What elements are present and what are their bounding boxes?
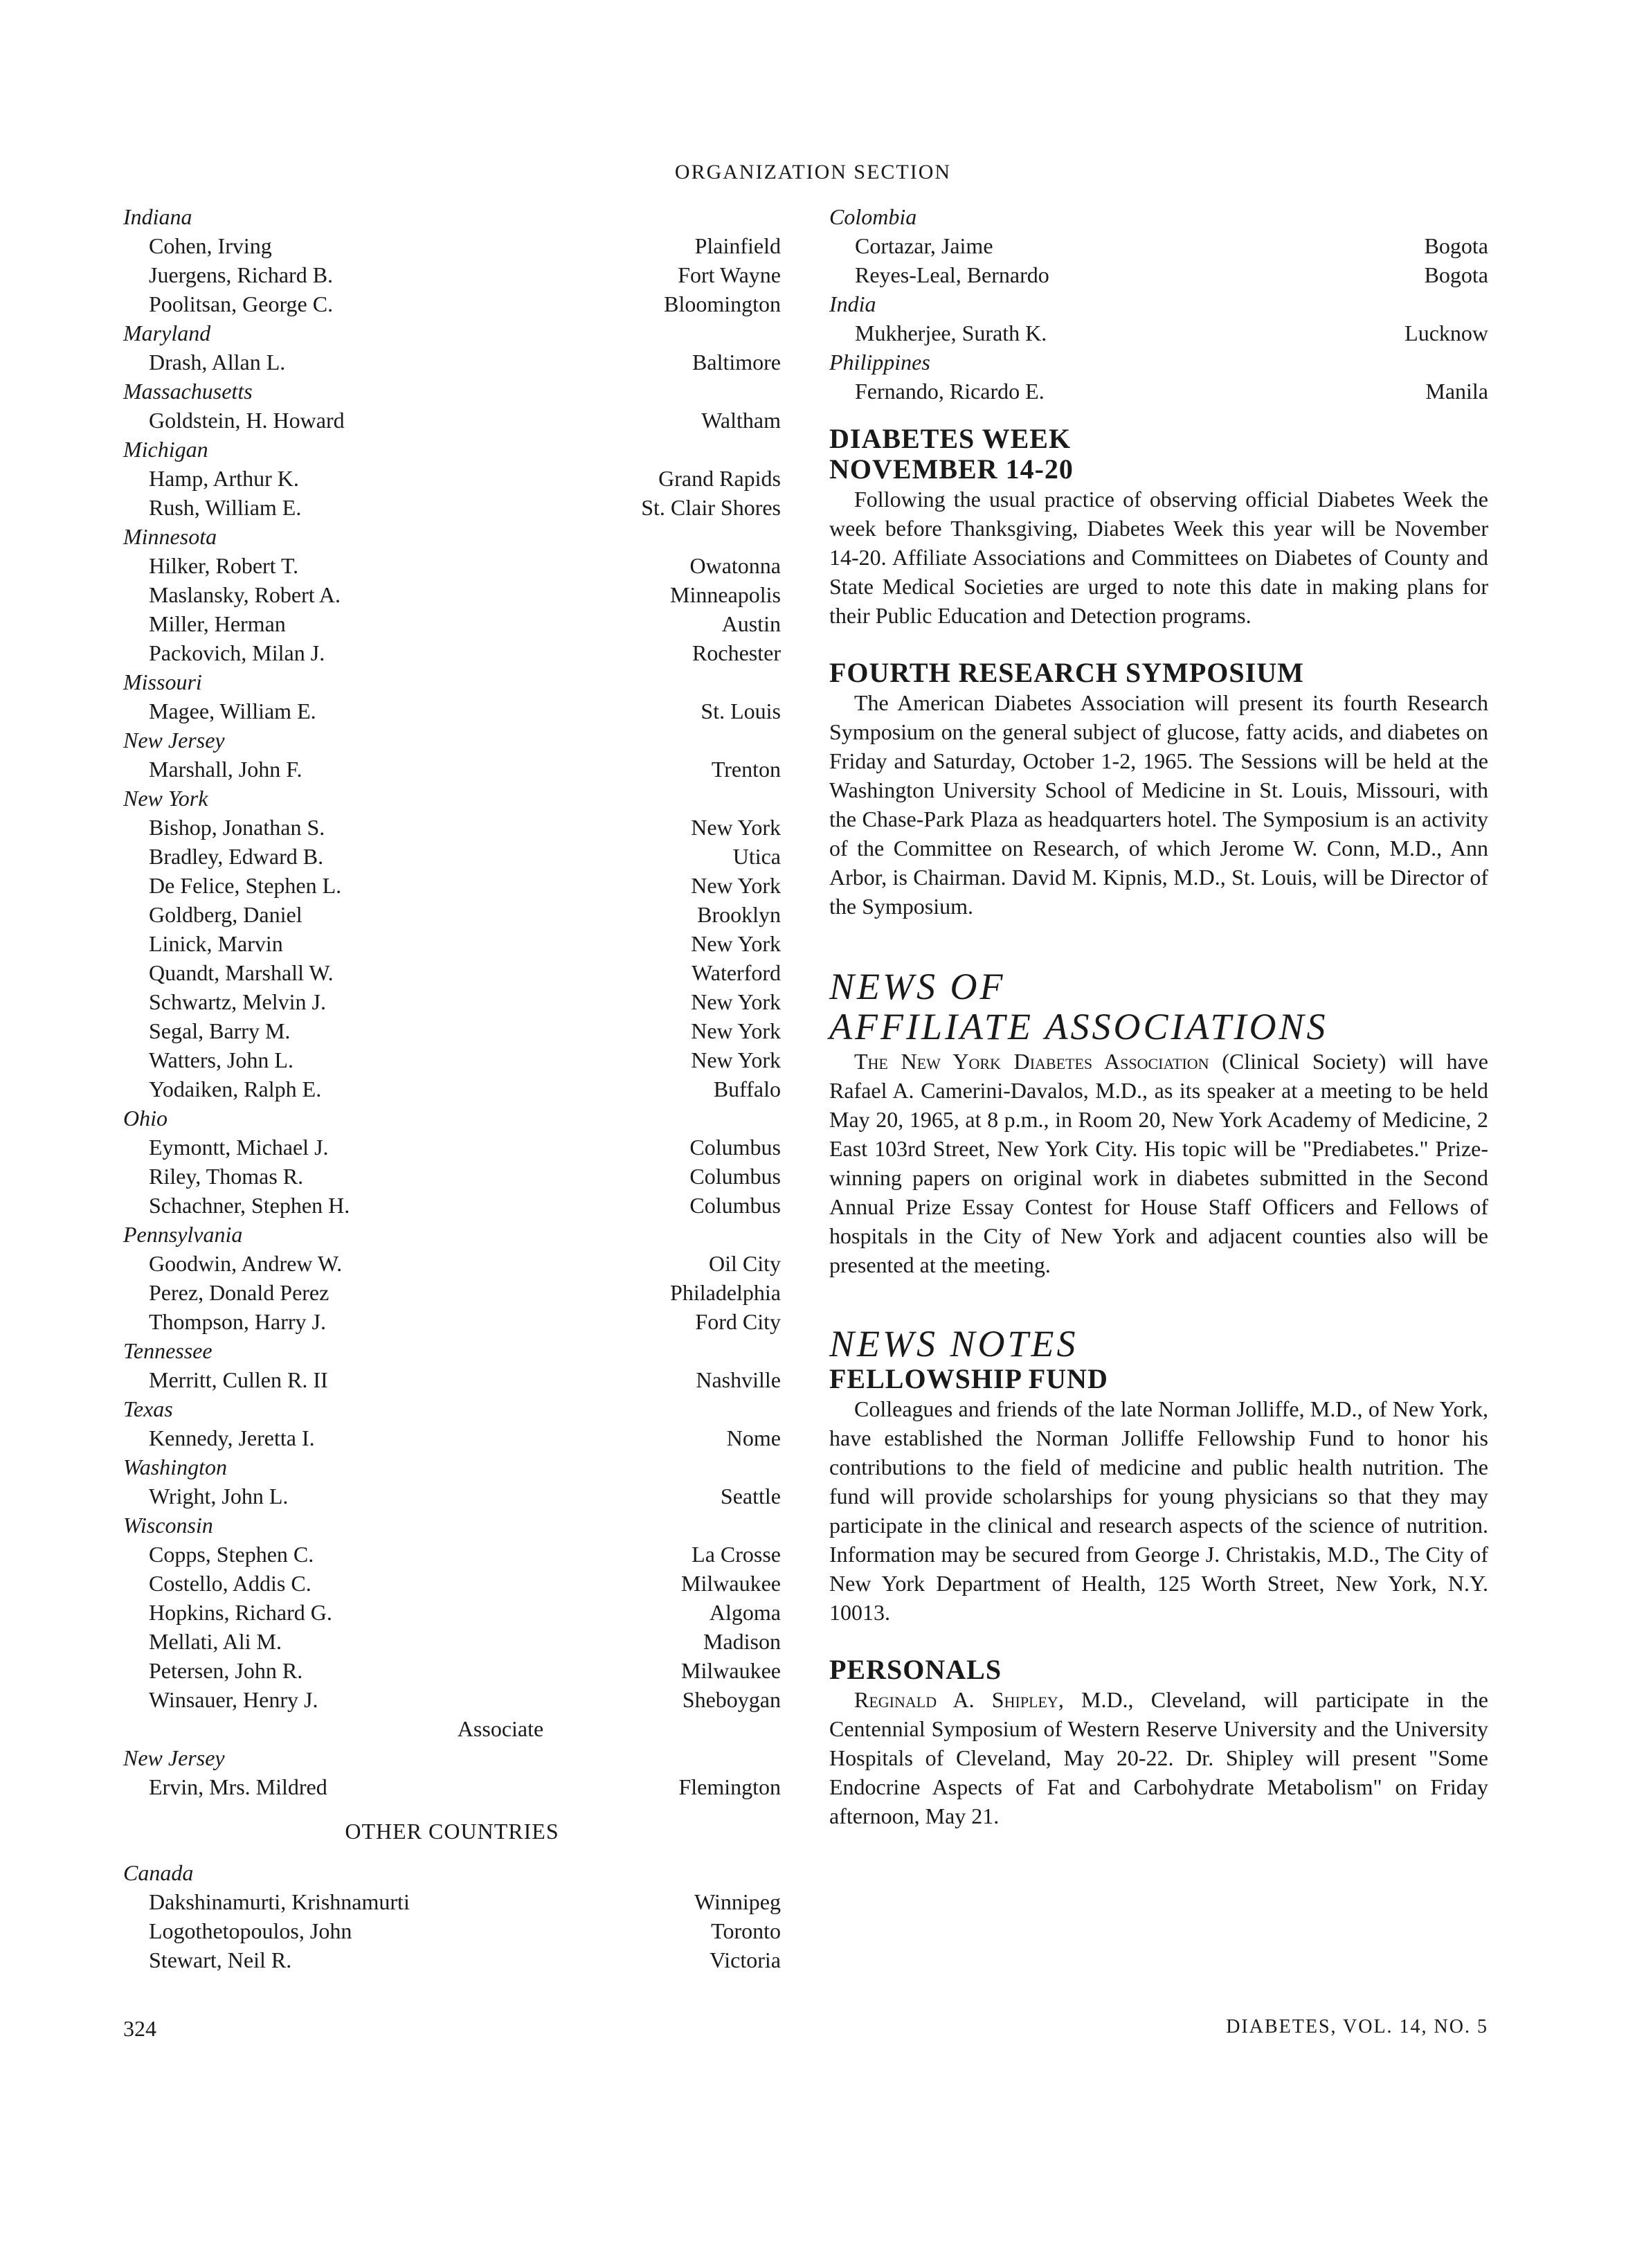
state-heading: New York bbox=[123, 786, 208, 811]
member-city: Utica bbox=[732, 844, 781, 869]
member-name: Mellati, Ali M. bbox=[149, 1629, 282, 1654]
member-row bbox=[123, 1074, 781, 1104]
member-city: Philadelphia bbox=[670, 1280, 781, 1305]
member-row bbox=[123, 842, 781, 871]
diabetes-week-heading-2: NOVEMBER 14-20 bbox=[829, 453, 1074, 485]
state-heading: India bbox=[829, 291, 876, 316]
member-list bbox=[123, 202, 781, 1714]
member-city: Toronto bbox=[711, 1918, 781, 1943]
member-row bbox=[123, 551, 781, 580]
member-city: Nome bbox=[726, 1425, 781, 1450]
journal-citation: DIABETES, VOL. 14, NO. 5 bbox=[1226, 2016, 1488, 2037]
member-city: New York bbox=[691, 1047, 781, 1072]
member-row bbox=[123, 1598, 781, 1627]
member-city: Ford City bbox=[695, 1309, 781, 1334]
state-heading: Maryland bbox=[123, 321, 211, 345]
left-column bbox=[123, 202, 781, 1974]
member-row bbox=[123, 406, 781, 435]
state-heading: Tennessee bbox=[123, 1338, 213, 1363]
member-row bbox=[123, 1133, 781, 1162]
member-row bbox=[123, 1423, 781, 1452]
member-row bbox=[123, 1887, 781, 1916]
member-name: Wright, John L. bbox=[149, 1484, 289, 1509]
member-name: Poolitsan, George C. bbox=[149, 291, 334, 316]
member-row bbox=[123, 1569, 781, 1598]
member-city: Minneapolis bbox=[670, 582, 781, 607]
member-row bbox=[829, 231, 1488, 260]
member-city: Trenton bbox=[711, 757, 781, 782]
fellowship-fund-body: Colleagues and friends of the late Norman Jolliffe, M.D., of New York, have established the Norman Jolliffe Fellowship Fund to honor his contributions to the field of medicine and public health nutrition. The fund will provide scholarships for young physicians so that they may participate in the clinical and research aspects of the science of nutrition. Information may be secured from George J. Christakis, M.D., The City of New York Department of Health, 125 Worth Street, New York, N.Y. 10013. bbox=[829, 1396, 1488, 1625]
state-heading: Canada bbox=[123, 1860, 194, 1885]
member-row bbox=[123, 900, 781, 929]
member-row bbox=[123, 1945, 781, 1974]
member-name: Marshall, John F. bbox=[149, 757, 302, 782]
news-notes-heading: NEWS NOTES bbox=[829, 1323, 1078, 1365]
member-city: New York bbox=[691, 989, 781, 1014]
member-city: Buffalo bbox=[713, 1077, 781, 1101]
member-row bbox=[123, 1772, 781, 1801]
member-name: Linick, Marvin bbox=[149, 931, 283, 956]
state-heading: Indiana bbox=[123, 204, 192, 229]
member-row bbox=[829, 260, 1488, 289]
personals-lead: Reginald A. Shipley, M.D., bbox=[854, 1687, 1134, 1712]
member-city: Oil City bbox=[708, 1251, 781, 1276]
member-row bbox=[123, 231, 781, 260]
state-heading: New Jersey bbox=[123, 1745, 225, 1770]
diabetes-week-section bbox=[829, 424, 1488, 630]
member-name: Reyes-Leal, Bernardo bbox=[855, 262, 1049, 287]
member-row bbox=[123, 696, 781, 726]
member-row bbox=[829, 377, 1488, 406]
member-row bbox=[123, 871, 781, 900]
member-name: Goldberg, Daniel bbox=[149, 902, 302, 927]
member-city: St. Louis bbox=[701, 699, 781, 723]
state-heading: Washington bbox=[123, 1455, 227, 1479]
member-name: Cohen, Irving bbox=[149, 233, 272, 258]
member-city: Owatonna bbox=[689, 553, 781, 578]
member-row bbox=[123, 958, 781, 987]
page-number: 324 bbox=[123, 2016, 156, 2041]
member-row bbox=[123, 1365, 781, 1394]
member-name: Bishop, Jonathan S. bbox=[149, 815, 325, 840]
country-list-continued bbox=[829, 202, 1488, 406]
member-name: Petersen, John R. bbox=[149, 1658, 303, 1683]
state-heading: Missouri bbox=[123, 669, 202, 694]
member-name: Drash, Allan L. bbox=[149, 350, 286, 375]
member-name: Eymontt, Michael J. bbox=[149, 1135, 329, 1160]
member-city: Baltimore bbox=[692, 350, 781, 375]
member-row bbox=[123, 493, 781, 522]
member-name: Stewart, Neil R. bbox=[149, 1947, 292, 1972]
member-city: Algoma bbox=[709, 1600, 781, 1625]
other-countries-label: OTHER COUNTRIES bbox=[345, 1819, 559, 1844]
diabetes-week-heading-1: DIABETES WEEK bbox=[829, 423, 1072, 454]
member-name: Hilker, Robert T. bbox=[149, 553, 299, 578]
member-city: Austin bbox=[721, 611, 781, 636]
member-city: Brooklyn bbox=[697, 902, 781, 927]
member-name: Hamp, Arthur K. bbox=[149, 466, 299, 491]
running-head: ORGANIZATION SECTION bbox=[674, 161, 952, 183]
research-symposium-heading: FOURTH RESEARCH SYMPOSIUM bbox=[829, 657, 1304, 688]
member-row bbox=[123, 580, 781, 609]
personals-section bbox=[829, 1655, 1488, 1830]
member-name: Juergens, Richard B. bbox=[149, 262, 334, 287]
member-name: Magee, William E. bbox=[149, 699, 316, 723]
member-city: New York bbox=[691, 1018, 781, 1043]
associate-label: Associate bbox=[457, 1716, 544, 1741]
member-name: Schwartz, Melvin J. bbox=[149, 989, 326, 1014]
member-city: Victoria bbox=[710, 1947, 781, 1972]
member-name: Rush, William E. bbox=[149, 495, 302, 520]
member-name: Copps, Stephen C. bbox=[149, 1542, 314, 1567]
member-row bbox=[123, 1656, 781, 1685]
member-name: Quandt, Marshall W. bbox=[149, 960, 334, 985]
member-city: Milwaukee bbox=[681, 1571, 781, 1596]
member-city: New York bbox=[691, 815, 781, 840]
member-city: New York bbox=[691, 873, 781, 898]
member-name: Miller, Herman bbox=[149, 611, 286, 636]
member-name: Thompson, Harry J. bbox=[149, 1309, 326, 1334]
member-row bbox=[123, 1916, 781, 1945]
member-name: Watters, John L. bbox=[149, 1047, 293, 1072]
member-name: Riley, Thomas R. bbox=[149, 1164, 304, 1189]
member-name: Dakshinamurti, Krishnamurti bbox=[149, 1889, 410, 1914]
member-row bbox=[123, 638, 781, 667]
member-row bbox=[123, 1685, 781, 1714]
member-name: Packovich, Milan J. bbox=[149, 640, 325, 665]
news-notes-section bbox=[829, 1324, 1488, 1627]
member-city: Madison bbox=[703, 1629, 781, 1654]
member-row bbox=[123, 813, 781, 842]
member-city: Manila bbox=[1425, 379, 1488, 404]
member-name: Kennedy, Jeretta I. bbox=[149, 1425, 315, 1450]
state-heading: Massachusetts bbox=[123, 379, 253, 404]
state-heading: Minnesota bbox=[123, 524, 217, 549]
member-name: Hopkins, Richard G. bbox=[149, 1600, 332, 1625]
member-city: St. Clair Shores bbox=[641, 495, 781, 520]
fellowship-fund-heading: FELLOWSHIP FUND bbox=[829, 1363, 1108, 1394]
member-name: Yodaiken, Ralph E. bbox=[149, 1077, 322, 1101]
member-city: Plainfield bbox=[694, 233, 781, 258]
member-row bbox=[123, 1249, 781, 1278]
member-city: Lucknow bbox=[1404, 321, 1488, 345]
state-heading: Wisconsin bbox=[123, 1513, 213, 1538]
member-name: Goodwin, Andrew W. bbox=[149, 1251, 343, 1276]
member-row bbox=[123, 1191, 781, 1220]
state-heading: New Jersey bbox=[123, 728, 225, 753]
affiliate-news-section bbox=[829, 966, 1488, 1279]
member-city: New York bbox=[691, 931, 781, 956]
member-name: Costello, Addis C. bbox=[149, 1571, 311, 1596]
member-name: De Felice, Stephen L. bbox=[149, 873, 342, 898]
member-name: Fernando, Ricardo E. bbox=[855, 379, 1045, 404]
member-name: Goldstein, H. Howard bbox=[149, 408, 345, 433]
member-row bbox=[123, 348, 781, 377]
state-heading: Michigan bbox=[123, 437, 208, 462]
member-row bbox=[123, 609, 781, 638]
member-row bbox=[123, 1307, 781, 1336]
member-row bbox=[123, 1278, 781, 1307]
member-row bbox=[123, 929, 781, 958]
member-row bbox=[829, 318, 1488, 348]
research-symposium-section bbox=[829, 658, 1488, 921]
state-heading: Philippines bbox=[829, 350, 930, 375]
member-row bbox=[123, 260, 781, 289]
member-name: Ervin, Mrs. Mildred bbox=[149, 1774, 327, 1799]
member-name: Logothetopoulos, John bbox=[149, 1918, 352, 1943]
member-row bbox=[123, 1045, 781, 1074]
personals-text: Cleveland, will participate in the Centennial Symposium of Western Reserve University and the University Hospitals of Cleveland, May 20-22. Dr. Shipley will present "Some Endocrine Aspects of Fat and Carbohydrate Metabolism" on Friday afternoon, May 21. bbox=[829, 1687, 1489, 1828]
state-heading: Ohio bbox=[123, 1106, 168, 1131]
member-name: Schachner, Stephen H. bbox=[149, 1193, 350, 1218]
member-row bbox=[123, 1540, 781, 1569]
member-city: Fort Wayne bbox=[678, 262, 781, 287]
member-name: Winsauer, Henry J. bbox=[149, 1687, 318, 1712]
member-city: Milwaukee bbox=[681, 1658, 781, 1683]
member-name: Cortazar, Jaime bbox=[855, 233, 993, 258]
affiliate-news-lead: The New York Diabetes Association bbox=[854, 1049, 1209, 1074]
member-name: Maslansky, Robert A. bbox=[149, 582, 341, 607]
member-row bbox=[123, 1627, 781, 1656]
member-name: Perez, Donald Perez bbox=[149, 1280, 329, 1305]
member-row bbox=[123, 1016, 781, 1045]
member-row bbox=[123, 464, 781, 493]
right-column bbox=[829, 202, 1488, 1830]
diabetes-week-body: Following the usual practice of observing official Diabetes Week the week before Thanksgiving, Diabetes Week this year will be November 14-20. Affiliate Associations and Committees on Diabetes of County and State Medical Societies are urged to note this date in making plans for their Public Education and Detection programs. bbox=[829, 487, 1488, 628]
member-city: Flemington bbox=[678, 1774, 781, 1799]
member-row bbox=[123, 289, 781, 318]
state-heading: Texas bbox=[123, 1396, 173, 1421]
member-city: Sheboygan bbox=[682, 1687, 781, 1712]
country-list bbox=[123, 1858, 781, 1974]
member-name: Bradley, Edward B. bbox=[149, 844, 324, 869]
affiliate-news-body bbox=[829, 1047, 1488, 1279]
affiliate-news-heading-1: NEWS OF bbox=[829, 966, 1006, 1007]
member-name: Mukherjee, Surath K. bbox=[855, 321, 1047, 345]
member-city: Bogota bbox=[1424, 233, 1488, 258]
member-city: Bloomington bbox=[664, 291, 781, 316]
member-city: Nashville bbox=[696, 1367, 781, 1392]
member-name: Segal, Barry M. bbox=[149, 1018, 291, 1043]
member-city: Waltham bbox=[701, 408, 781, 433]
member-row bbox=[123, 1162, 781, 1191]
member-city: Seattle bbox=[720, 1484, 781, 1509]
member-row bbox=[123, 987, 781, 1016]
member-city: La Crosse bbox=[692, 1542, 781, 1567]
member-city: Winnipeg bbox=[694, 1889, 781, 1914]
member-row bbox=[123, 755, 781, 784]
affiliate-news-heading-2: AFFILIATE ASSOCIATIONS bbox=[829, 1006, 1328, 1047]
personals-heading: PERSONALS bbox=[829, 1654, 1002, 1685]
associate-list bbox=[123, 1743, 781, 1801]
personals-body bbox=[829, 1685, 1488, 1830]
member-city: Bogota bbox=[1424, 262, 1488, 287]
member-city: Columbus bbox=[689, 1164, 781, 1189]
affiliate-news-text: (Clinical Society) will have Rafael A. Camerini-Davalos, M.D., as its speaker at a meeting to be held May 20, 1965, at 8 p.m., in Room 20, New York Academy of Medicine, 2 East 103rd Street, New York City. His topic will be "Prediabetes." Prize-winning papers on original work in diabetes submitted in the Second Annual Prize Essay Contest for House Staff Officers and Fellows of hospitals in the City of New York and adjacent counties also will be presented at the meeting. bbox=[829, 1049, 1489, 1277]
member-city: Columbus bbox=[689, 1193, 781, 1218]
state-heading: Pennsylvania bbox=[123, 1222, 243, 1247]
member-city: Columbus bbox=[689, 1135, 781, 1160]
state-heading: Colombia bbox=[829, 204, 917, 229]
member-name: Merritt, Cullen R. II bbox=[149, 1367, 328, 1392]
research-symposium-body: The American Diabetes Association will present its fourth Research Symposium on the general subject of glucose, fatty acids, and diabetes on Friday and Saturday, October 1-2, 1965. The Sessions will be held at the Washington University School of Medicine in St. Louis, Missouri, with the Chase-Park Plaza as headquarters hotel. The Symposium is an activity of the Committee on Research, of which Jerome W. Conn, M.D., Ann Arbor, is Chairman. David M. Kipnis, M.D., St. Louis, will be Director of the Symposium. bbox=[829, 690, 1488, 919]
member-row bbox=[123, 1482, 781, 1511]
member-city: Rochester bbox=[692, 640, 781, 665]
member-city: Grand Rapids bbox=[658, 466, 781, 491]
member-city: Waterford bbox=[692, 960, 781, 985]
